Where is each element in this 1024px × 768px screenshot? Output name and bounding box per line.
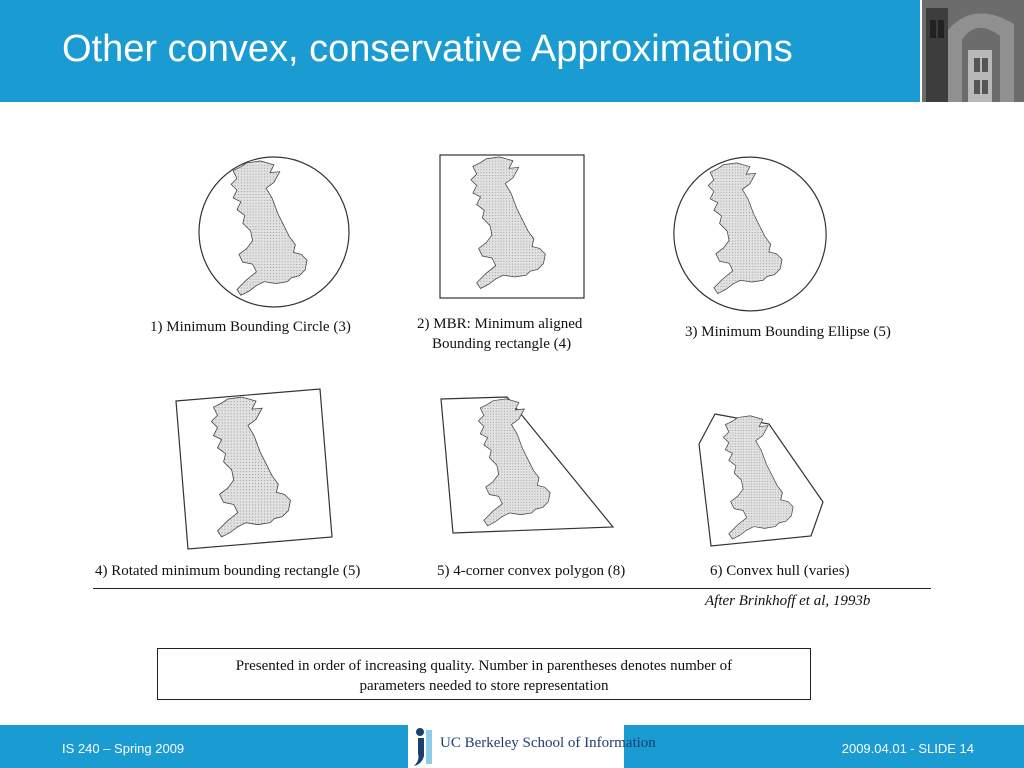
map-convex-hull <box>695 410 833 550</box>
citation: After Brinkhoff et al, 1993b <box>705 593 871 609</box>
caption-convex-hull: 6) Convex hull (varies) <box>710 563 850 579</box>
map-bounding-circle <box>195 155 353 310</box>
caption-bounding-ellipse: 3) Minimum Bounding Ellipse (5) <box>685 324 891 340</box>
caption-four-corner-polygon: 5) 4-corner convex polygon (8) <box>437 563 626 579</box>
footer-course: IS 240 – Spring 2009 <box>62 741 185 756</box>
note-line2: parameters needed to store representation <box>359 678 609 694</box>
caption-rotated-rectangle: 4) Rotated minimum bounding rectangle (5) <box>95 563 361 579</box>
i-school-logo-icon <box>410 726 436 766</box>
logo-text: UC Berkeley School of Information <box>440 735 656 751</box>
map-mbr <box>438 153 586 300</box>
campus-photo <box>920 0 1024 102</box>
caption-bounding-circle: 1) Minimum Bounding Circle (3) <box>150 319 351 335</box>
map-four-corner-polygon <box>437 393 617 538</box>
caption-mbr-line1: 2) MBR: Minimum aligned <box>417 316 583 332</box>
note-line1: Presented in order of increasing quality. Number in parentheses denotes number of <box>235 658 733 674</box>
map-rotated-rectangle <box>172 385 337 553</box>
divider-rule <box>93 588 931 589</box>
caption-mbr-line2: Bounding rectangle (4) <box>432 336 572 352</box>
footer-slide-ref: 2009.04.01 - SLIDE 14 <box>841 741 974 756</box>
slide-title: Other convex, conservative Approximations <box>62 28 793 70</box>
map-bounding-ellipse <box>670 155 830 315</box>
note-box <box>157 648 811 700</box>
